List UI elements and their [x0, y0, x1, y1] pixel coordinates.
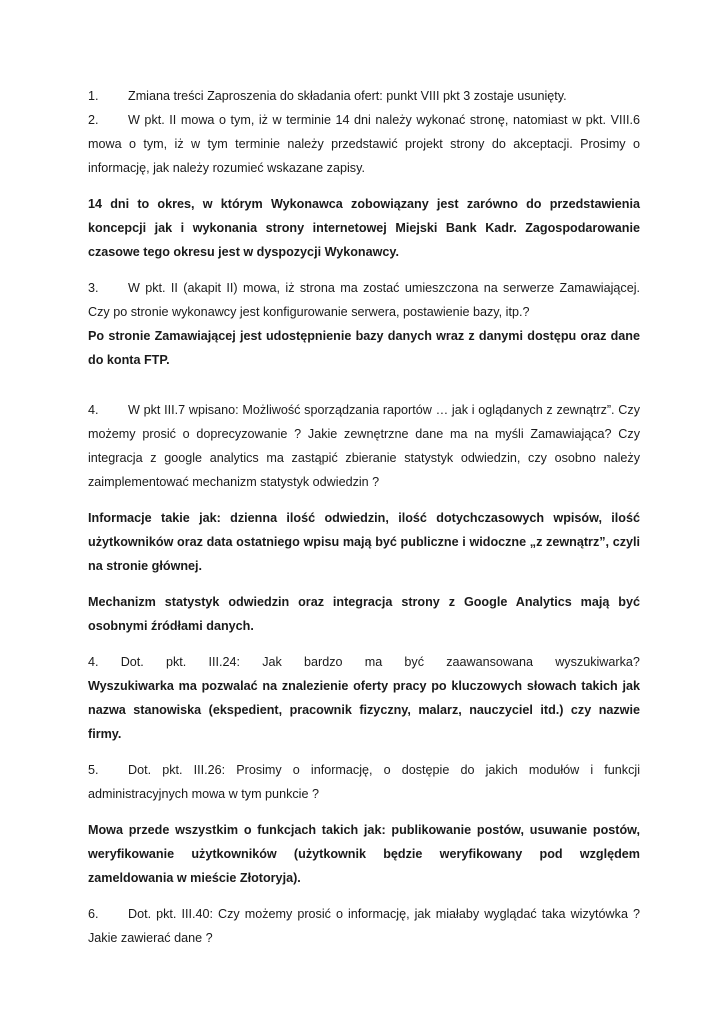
item-4b-word: Dot.	[120, 655, 144, 669]
item-4b-word: wyszukiwarka?	[555, 655, 640, 669]
item-2-answer: 14 dni to okres, w którym Wykonawca zobowiązany jest zarówno do przedstawienia koncepcji jak i wykonania strony internetowej Miejski Bank Kadr. Zagospodarowanie czasowe tego okresu jest w dyspozycji Wykonawcy.	[88, 197, 640, 259]
item-4b-word: być	[404, 655, 424, 669]
item-4b-answer: Wyszukiwarka ma pozwalać na znalezienie oferty pracy po kluczowych słowach takich jak nazwa stanowiska (ekspedient, pracownik fizyczny, malarz, nauczyciel itd.) czy nazwie firmy.	[88, 679, 640, 741]
item-5-question: 5. Dot. pkt. III.26: Prosimy o informację, o dostępie do jakich modułów i funkcji administracyjnych mowa w tym punkcie ?	[88, 758, 640, 806]
item-4-answer-2: Mechanizm statystyk odwiedzin oraz integracja strony z Google Analytics mają być osobnymi źródłami danych.	[88, 595, 640, 633]
item-4b-word: III.24:	[208, 655, 241, 669]
item-4-answer: Informacje takie jak: dzienna ilość odwiedzin, ilość dotychczasowych wpisów, ilość użytkowników oraz data ostatniego wpisu mają być publiczne i widoczne „z zewnątrz”, czyli na stronie głównej.	[88, 511, 640, 573]
item-4-number: 4.	[88, 403, 99, 417]
item-4-question: 4. W pkt III.7 wpisano: Możliwość sporządzania raportów … jak i oglądanych z zewnątrz”. Czy możemy prosić o doprecyzowanie ? Jakie zewnętrzne dane ma na myśli Zamawiająca? Czy integracja z google analytics ma zastąpić zbieranie statystyk odwiedzin, czy osobno należy zaimplementować mechanizm statystyk odwiedzin ?	[88, 398, 640, 494]
item-4b-word: ma	[364, 655, 383, 669]
item-1-number: 1.	[88, 89, 99, 103]
item-2-number: 2.	[88, 113, 99, 127]
item-4b-word: pkt.	[166, 655, 187, 669]
item-3-number: 3.	[88, 281, 99, 295]
item-3-answer: Po stronie Zamawiającej jest udostępnienie bazy danych wraz z danymi dostępu oraz dane do konta FTP.	[88, 329, 640, 367]
item-5-answer: Mowa przede wszystkim o funkcjach takich jak: publikowanie postów, usuwanie postów, weryfikowanie użytkowników (użytkownik będzie weryfikowany pod względem zameldowania w mieście Złotoryja).	[88, 823, 640, 885]
item-5-number: 5.	[88, 763, 99, 777]
item-4b-question	[88, 650, 640, 674]
item-2-question: 2. W pkt. II mowa o tym, iż w terminie 14 dni należy wykonać stronę, natomiast w pkt. VIII.6 mowa o tym, iż w tym terminie należy przedstawić projekt strony do akceptacji. Prosimy o informację, jak należy rozumieć wskazane zapisy.	[88, 108, 640, 180]
item-4b-word: Jak	[262, 655, 282, 669]
item-6-number: 6.	[88, 907, 99, 921]
item-3-question: 3. W pkt. II (akapit II) mowa, iż strona ma zostać umieszczona na serwerze Zamawiającej. Czy po stronie wykonawcy jest konfigurowanie serwera, postawienie bazy, itp.?	[88, 276, 640, 324]
item-4b-word: zaawansowana	[446, 655, 534, 669]
item-6-question: 6. Dot. pkt. III.40: Czy możemy prosić o informację, jak miałaby wyglądać taka wizytówka ? Jakie zawierać dane ?	[88, 902, 640, 950]
item-4b-number: 4.	[88, 655, 99, 669]
item-4b-word: bardzo	[304, 655, 343, 669]
document-page	[88, 84, 640, 950]
item-1-question: 1. Zmiana treści Zaproszenia do składania ofert: punkt VIII pkt 3 zostaje usunięty.	[88, 84, 640, 108]
